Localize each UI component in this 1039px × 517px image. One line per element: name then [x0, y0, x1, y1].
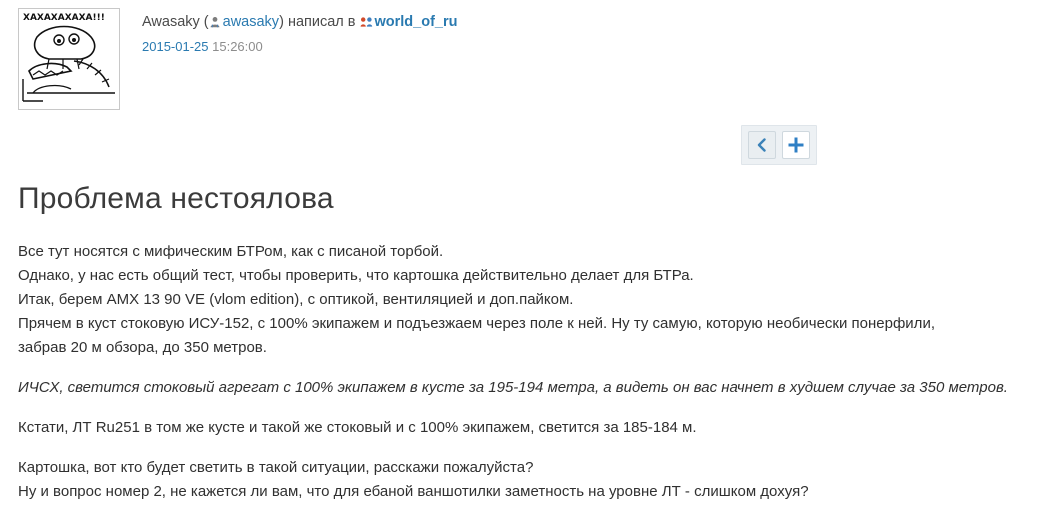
byline — [142, 12, 457, 32]
community-link[interactable]: world_of_ru — [374, 14, 458, 30]
chevron-left-icon — [754, 137, 770, 153]
userpic-drawing — [19, 9, 119, 109]
community-icon — [360, 14, 373, 26]
author-link[interactable]: awasaky — [222, 14, 280, 30]
byline-author-name: Awasaky — [142, 14, 200, 30]
page-title: Проблема нестоялова — [18, 182, 334, 215]
entry-line: Картошка, вот кто будет светить в такой ситуации, расскажи пожалуйста? — [18, 459, 534, 476]
entry-paragraph — [18, 456, 1021, 504]
post-header — [0, 0, 1039, 110]
post-nav-widget — [741, 125, 817, 165]
post-date[interactable]: 2015-01-25 — [142, 39, 209, 54]
entry-body — [18, 240, 1021, 504]
entry-line: Все тут носятся с мифическим БТРом, как с писаной торбой. — [18, 243, 444, 260]
byline-paren-open: ( — [203, 14, 209, 30]
entry-paragraph — [18, 416, 1021, 440]
post-timestamp — [142, 38, 457, 56]
post-time: 15:26:00 — [212, 39, 263, 54]
entry-line: Ну и вопрос номер 2, не кажется ли вам, что для ебаной ваншотилки заметность на уровне ЛТ - слишком дохуя? — [18, 483, 809, 500]
entry-line: Кстати, ЛТ Ru251 в том же кусте и такой же стоковый и с 100% экипажем, светится за 185-184 м. — [18, 419, 697, 436]
plus-icon — [788, 137, 804, 153]
entry — [0, 180, 1039, 504]
entry-line: забрав 20 м обзора, до 350 метров. — [18, 339, 267, 356]
add-to-memories-button[interactable] — [782, 131, 810, 159]
entry-line: ИЧСХ, светится стоковый агрегат с 100% экипажем в кусте за 195-194 метра, а видеть он вас начнет в худшем случае за 350 метров. — [18, 379, 1008, 396]
previous-entry-button[interactable] — [748, 131, 776, 159]
entry-paragraph — [18, 376, 1021, 400]
entry-line: Однако, у нас есть общий тест, чтобы проверить, что картошка действительно делает для БТРа. — [18, 267, 694, 284]
entry-line: Прячем в куст стоковую ИСУ-152, с 100% экипажем и подъезжаем через поле к ней. Ну ту самую, которую необически понерфили, — [18, 315, 935, 332]
post-meta — [142, 8, 457, 56]
avatar[interactable] — [18, 8, 120, 110]
byline-verb: написал в — [287, 14, 356, 30]
user-icon — [209, 14, 221, 26]
entry-paragraph — [18, 240, 1021, 360]
entry-line: Итак, берем AMX 13 90 VE (vlom edition), с оптикой, вентиляцией и доп.пайком. — [18, 291, 574, 308]
svg-text:ХАХАХАХАХА!!!: ХАХАХАХАХА!!! — [23, 13, 105, 23]
byline-paren-close: ) — [279, 14, 284, 30]
